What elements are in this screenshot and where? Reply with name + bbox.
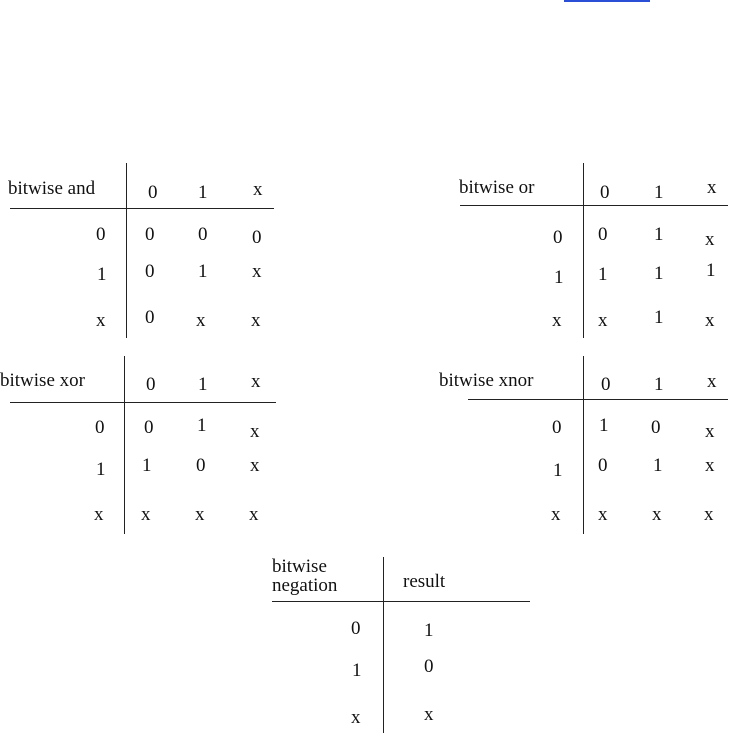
cell: 1 <box>654 263 664 284</box>
header-divider <box>272 601 530 602</box>
cell: 0 <box>145 224 155 245</box>
row-label: x <box>351 707 361 728</box>
header-divider <box>468 399 728 400</box>
row-label: 1 <box>554 267 564 288</box>
result-cell: 0 <box>424 656 434 677</box>
header-divider <box>10 402 276 403</box>
cell: 1 <box>706 260 716 281</box>
cell: x <box>598 310 608 331</box>
column-header: 0 <box>601 374 611 395</box>
cell: 1 <box>142 455 152 476</box>
column-divider <box>383 557 384 733</box>
cell: x <box>195 504 205 525</box>
cell: 0 <box>144 417 154 438</box>
cell: 1 <box>653 455 663 476</box>
column-divider <box>583 163 584 338</box>
column-header: 1 <box>654 374 664 395</box>
cell: 0 <box>598 224 608 245</box>
cell: 0 <box>651 417 661 438</box>
cell: 1 <box>654 224 664 245</box>
column-header: x <box>707 371 717 392</box>
cell: 0 <box>252 227 262 248</box>
cell: 0 <box>145 261 155 282</box>
cell: x <box>250 455 260 476</box>
column-header: 0 <box>600 182 610 203</box>
result-cell: 1 <box>424 620 434 641</box>
table-title: bitwise and <box>8 178 96 199</box>
cell: x <box>705 455 715 476</box>
cell: x <box>252 261 262 282</box>
row-label: x <box>552 310 562 331</box>
column-divider <box>126 163 127 338</box>
row-label: 0 <box>351 618 361 639</box>
cell: x <box>141 504 151 525</box>
cell: 0 <box>145 307 155 328</box>
row-label: 0 <box>96 224 106 245</box>
cell: 0 <box>598 455 608 476</box>
cell: x <box>705 229 715 250</box>
table-title: bitwise xnor <box>439 370 534 391</box>
result-header: result <box>403 571 446 592</box>
row-label: x <box>551 504 561 525</box>
column-divider <box>124 356 125 534</box>
column-header: 1 <box>198 374 208 395</box>
cell: x <box>249 504 259 525</box>
row-label: 0 <box>95 417 105 438</box>
column-header: x <box>251 371 261 392</box>
column-header: x <box>707 177 717 198</box>
cell: x <box>250 421 260 442</box>
cell: x <box>704 504 714 525</box>
header-divider <box>460 205 728 206</box>
cell: x <box>652 504 662 525</box>
cell: 0 <box>198 224 208 245</box>
cell: x <box>598 504 608 525</box>
cell: x <box>705 421 715 442</box>
row-label: 0 <box>553 227 563 248</box>
row-label: 1 <box>96 459 106 480</box>
cell: 1 <box>599 415 609 436</box>
column-header: x <box>253 179 263 200</box>
cell: 1 <box>198 261 208 282</box>
row-label: 1 <box>352 660 362 681</box>
column-header: 0 <box>146 374 156 395</box>
header-divider <box>10 208 274 209</box>
table-title-line1: bitwise <box>272 556 327 577</box>
row-label: x <box>94 504 104 525</box>
cell: 1 <box>598 264 608 285</box>
cell: x <box>251 310 261 331</box>
row-label: 1 <box>553 460 563 481</box>
column-divider <box>583 356 584 534</box>
table-title: bitwise or <box>459 177 535 198</box>
column-header: 1 <box>654 182 664 203</box>
table-title-line2: negation <box>272 575 338 596</box>
cell: x <box>196 310 206 331</box>
top-link-underline[interactable] <box>564 0 650 2</box>
row-label: 0 <box>552 417 562 438</box>
table-title: bitwise xor <box>0 370 85 391</box>
result-cell: x <box>424 704 434 725</box>
row-label: 1 <box>97 264 107 285</box>
row-label: x <box>96 310 106 331</box>
cell: 0 <box>196 455 206 476</box>
column-header: 0 <box>148 182 158 203</box>
cell: x <box>705 310 715 331</box>
cell: 1 <box>197 415 207 436</box>
column-header: 1 <box>198 182 208 203</box>
cell: 1 <box>654 307 664 328</box>
